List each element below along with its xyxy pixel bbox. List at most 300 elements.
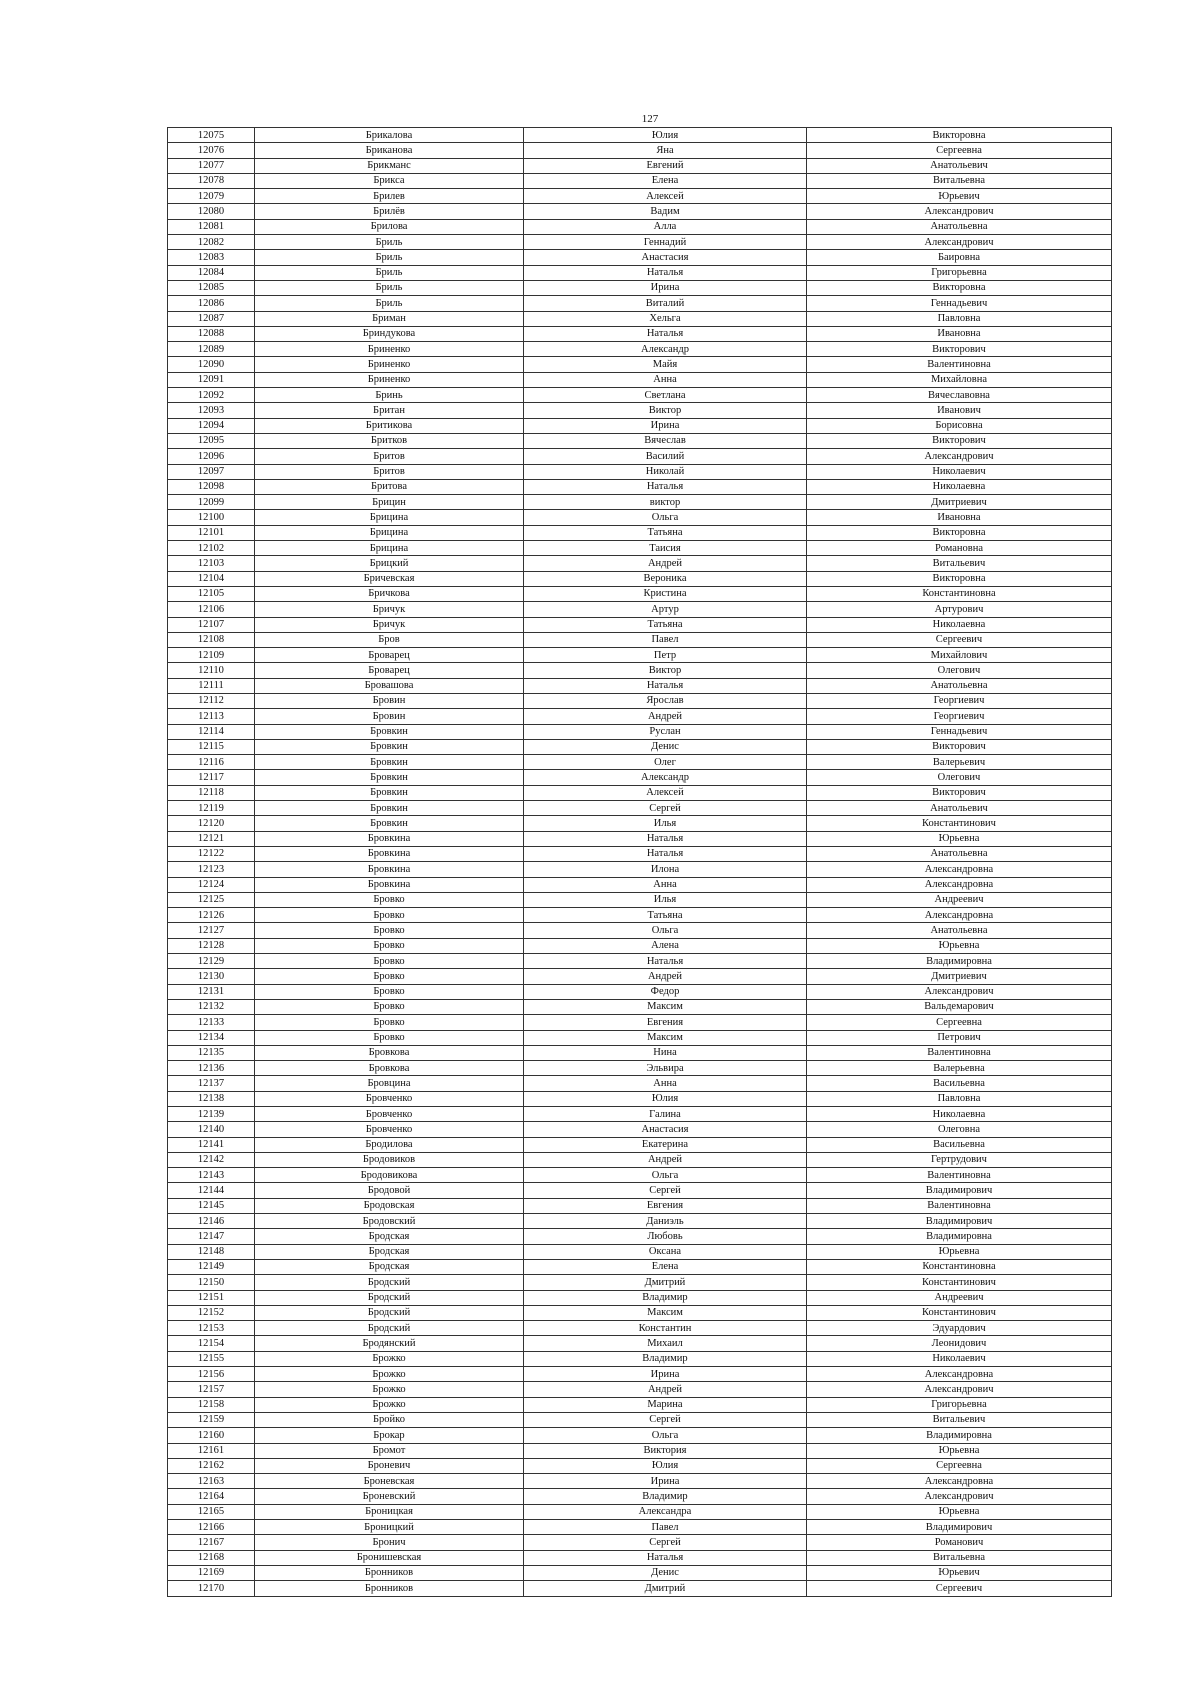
table-row	[168, 1045, 1112, 1060]
table-row	[168, 1107, 1112, 1122]
last-name-cell: Британ	[255, 403, 524, 418]
last-name-cell: Бродская	[255, 1229, 524, 1244]
first-name-cell: Наталья	[524, 265, 807, 280]
patronymic-cell: Вячеславовна	[807, 388, 1112, 403]
patronymic-cell: Сергеевич	[807, 1581, 1112, 1596]
patronymic-cell: Александровна	[807, 1474, 1112, 1489]
patronymic-cell: Григорьевна	[807, 265, 1112, 280]
table-row	[168, 1091, 1112, 1106]
table-row	[168, 1535, 1112, 1550]
table-row	[168, 449, 1112, 464]
last-name-cell: Бровко	[255, 969, 524, 984]
patronymic-cell: Владимирович	[807, 1183, 1112, 1198]
table-row	[168, 433, 1112, 448]
record-number-cell: 12096	[168, 449, 255, 464]
last-name-cell: Броварец	[255, 663, 524, 678]
patronymic-cell: Николаевна	[807, 479, 1112, 494]
last-name-cell: Бродский	[255, 1290, 524, 1305]
table-row	[168, 357, 1112, 372]
patronymic-cell: Александровна	[807, 862, 1112, 877]
first-name-cell: Кристина	[524, 586, 807, 601]
record-number-cell: 12119	[168, 801, 255, 816]
patronymic-cell: Викторовна	[807, 128, 1112, 143]
first-name-cell: Максим	[524, 999, 807, 1014]
first-name-cell: Ольга	[524, 1168, 807, 1183]
last-name-cell: Бровко	[255, 892, 524, 907]
last-name-cell: Брицина	[255, 525, 524, 540]
record-number-cell: 12121	[168, 831, 255, 846]
last-name-cell: Бровкин	[255, 755, 524, 770]
table-row	[168, 1321, 1112, 1336]
patronymic-cell: Гертрудович	[807, 1152, 1112, 1167]
first-name-cell: Дмитрий	[524, 1275, 807, 1290]
patronymic-cell: Александрович	[807, 204, 1112, 219]
patronymic-cell: Александрович	[807, 1382, 1112, 1397]
first-name-cell: Андрей	[524, 1152, 807, 1167]
patronymic-cell: Павловна	[807, 1091, 1112, 1106]
record-number-cell: 12083	[168, 250, 255, 265]
record-number-cell: 12155	[168, 1351, 255, 1366]
first-name-cell: Елена	[524, 1259, 807, 1274]
first-name-cell: Наталья	[524, 678, 807, 693]
record-number-cell: 12084	[168, 265, 255, 280]
first-name-cell: Ирина	[524, 1474, 807, 1489]
first-name-cell: Владимир	[524, 1489, 807, 1504]
record-number-cell: 12091	[168, 372, 255, 387]
table-row	[168, 1030, 1112, 1045]
record-number-cell: 12168	[168, 1550, 255, 1565]
first-name-cell: Наталья	[524, 1550, 807, 1565]
table-row	[168, 1382, 1112, 1397]
first-name-cell: Павел	[524, 632, 807, 647]
record-number-cell: 12144	[168, 1183, 255, 1198]
patronymic-cell: Валерьевич	[807, 755, 1112, 770]
patronymic-cell: Юрьевна	[807, 831, 1112, 846]
record-number-cell: 12145	[168, 1198, 255, 1213]
patronymic-cell: Ивановна	[807, 326, 1112, 341]
first-name-cell: Екатерина	[524, 1137, 807, 1152]
record-number-cell: 12089	[168, 342, 255, 357]
patronymic-cell: Валерьевна	[807, 1061, 1112, 1076]
record-number-cell: 12147	[168, 1229, 255, 1244]
table-row	[168, 219, 1112, 234]
last-name-cell: Бричевская	[255, 571, 524, 586]
table-row	[168, 1061, 1112, 1076]
first-name-cell: Татьяна	[524, 525, 807, 540]
first-name-cell: Ирина	[524, 418, 807, 433]
record-number-cell: 12086	[168, 296, 255, 311]
first-name-cell: Петр	[524, 648, 807, 663]
first-name-cell: Илья	[524, 816, 807, 831]
last-name-cell: Бровко	[255, 923, 524, 938]
record-number-cell: 12110	[168, 663, 255, 678]
patronymic-cell: Витальевна	[807, 1550, 1112, 1565]
record-number-cell: 12080	[168, 204, 255, 219]
first-name-cell: Анна	[524, 1076, 807, 1091]
table-row	[168, 525, 1112, 540]
record-number-cell: 12126	[168, 908, 255, 923]
last-name-cell: Бриман	[255, 311, 524, 326]
last-name-cell: Броневич	[255, 1458, 524, 1473]
first-name-cell: Денис	[524, 1565, 807, 1580]
first-name-cell: Дмитрий	[524, 1581, 807, 1596]
patronymic-cell: Александровна	[807, 1367, 1112, 1382]
record-number-cell: 12125	[168, 892, 255, 907]
patronymic-cell: Дмитриевич	[807, 969, 1112, 984]
record-number-cell: 12130	[168, 969, 255, 984]
record-number-cell: 12113	[168, 709, 255, 724]
last-name-cell: Бродский	[255, 1305, 524, 1320]
table-row	[168, 1474, 1112, 1489]
patronymic-cell: Андреевич	[807, 1290, 1112, 1305]
first-name-cell: Наталья	[524, 831, 807, 846]
first-name-cell: Анна	[524, 372, 807, 387]
first-name-cell: Владимир	[524, 1290, 807, 1305]
first-name-cell: Руслан	[524, 724, 807, 739]
record-number-cell: 12156	[168, 1367, 255, 1382]
first-name-cell: Виталий	[524, 296, 807, 311]
last-name-cell: Бройко	[255, 1412, 524, 1427]
patronymic-cell: Николаевна	[807, 1107, 1112, 1122]
patronymic-cell: Геннадьевич	[807, 724, 1112, 739]
patronymic-cell: Валентиновна	[807, 357, 1112, 372]
patronymic-cell: Петрович	[807, 1030, 1112, 1045]
last-name-cell: Бровко	[255, 984, 524, 999]
record-number-cell: 12160	[168, 1428, 255, 1443]
table-row	[168, 1244, 1112, 1259]
last-name-cell: Бровцина	[255, 1076, 524, 1091]
first-name-cell: Артур	[524, 602, 807, 617]
first-name-cell: Юлия	[524, 1091, 807, 1106]
first-name-cell: Виктория	[524, 1443, 807, 1458]
last-name-cell: Бродская	[255, 1259, 524, 1274]
last-name-cell: Бровченко	[255, 1122, 524, 1137]
last-name-cell: Бриль	[255, 250, 524, 265]
first-name-cell: Анастасия	[524, 250, 807, 265]
record-number-cell: 12094	[168, 418, 255, 433]
last-name-cell: Брокар	[255, 1428, 524, 1443]
last-name-cell: Брожко	[255, 1351, 524, 1366]
first-name-cell: Геннадий	[524, 235, 807, 250]
first-name-cell: Ирина	[524, 280, 807, 295]
first-name-cell: Василий	[524, 449, 807, 464]
last-name-cell: Бровченко	[255, 1091, 524, 1106]
record-number-cell: 12146	[168, 1214, 255, 1229]
record-number-cell: 12100	[168, 510, 255, 525]
patronymic-cell: Витальевич	[807, 1412, 1112, 1427]
table-row	[168, 1581, 1112, 1596]
last-name-cell: Бровин	[255, 693, 524, 708]
record-number-cell: 12112	[168, 693, 255, 708]
table-row	[168, 1443, 1112, 1458]
last-name-cell: Бровкова	[255, 1061, 524, 1076]
record-number-cell: 12163	[168, 1474, 255, 1489]
last-name-cell: Бродилова	[255, 1137, 524, 1152]
last-name-cell: Бровченко	[255, 1107, 524, 1122]
first-name-cell: Константин	[524, 1321, 807, 1336]
patronymic-cell: Романович	[807, 1535, 1112, 1550]
last-name-cell: Бриль	[255, 296, 524, 311]
table-row	[168, 1137, 1112, 1152]
patronymic-cell: Владимировна	[807, 954, 1112, 969]
last-name-cell: Бромот	[255, 1443, 524, 1458]
first-name-cell: Сергей	[524, 1535, 807, 1550]
last-name-cell: Бронников	[255, 1565, 524, 1580]
table-row	[168, 678, 1112, 693]
first-name-cell: Алексей	[524, 785, 807, 800]
record-number-cell: 12118	[168, 785, 255, 800]
record-number-cell: 12124	[168, 877, 255, 892]
record-number-cell: 12114	[168, 724, 255, 739]
first-name-cell: Сергей	[524, 801, 807, 816]
table-row	[168, 342, 1112, 357]
patronymic-cell: Михайлович	[807, 648, 1112, 663]
last-name-cell: Брицина	[255, 510, 524, 525]
table-row	[168, 235, 1112, 250]
first-name-cell: Вадим	[524, 204, 807, 219]
table-row	[168, 1168, 1112, 1183]
last-name-cell: Бровкина	[255, 846, 524, 861]
table-row	[168, 648, 1112, 663]
last-name-cell: Бродовиков	[255, 1152, 524, 1167]
patronymic-cell: Викторовна	[807, 280, 1112, 295]
last-name-cell: Бровко	[255, 954, 524, 969]
record-number-cell: 12123	[168, 862, 255, 877]
last-name-cell: Бриндукова	[255, 326, 524, 341]
table-row	[168, 495, 1112, 510]
last-name-cell: Броварец	[255, 648, 524, 663]
last-name-cell: Бровко	[255, 938, 524, 953]
record-number-cell: 12162	[168, 1458, 255, 1473]
record-number-cell: 12141	[168, 1137, 255, 1152]
record-number-cell: 12103	[168, 556, 255, 571]
table-row	[168, 954, 1112, 969]
patronymic-cell: Константинович	[807, 1275, 1112, 1290]
record-number-cell: 12143	[168, 1168, 255, 1183]
table-row	[168, 1305, 1112, 1320]
last-name-cell: Бровко	[255, 1030, 524, 1045]
last-name-cell: Бриль	[255, 280, 524, 295]
table-row	[168, 311, 1112, 326]
table-row	[168, 510, 1112, 525]
last-name-cell: Бродянский	[255, 1336, 524, 1351]
last-name-cell: Бриль	[255, 235, 524, 250]
table-row	[168, 173, 1112, 188]
patronymic-cell: Ивановна	[807, 510, 1112, 525]
record-number-cell: 12161	[168, 1443, 255, 1458]
first-name-cell: Хельга	[524, 311, 807, 326]
last-name-cell: Бронич	[255, 1535, 524, 1550]
record-number-cell: 12116	[168, 755, 255, 770]
first-name-cell: Андрей	[524, 556, 807, 571]
patronymic-cell: Владимировна	[807, 1229, 1112, 1244]
record-number-cell: 12102	[168, 541, 255, 556]
record-number-cell: 12149	[168, 1259, 255, 1274]
patronymic-cell: Анатольевич	[807, 158, 1112, 173]
first-name-cell: Анна	[524, 877, 807, 892]
table-row	[168, 1198, 1112, 1213]
record-number-cell: 12164	[168, 1489, 255, 1504]
patronymic-cell: Борисовна	[807, 418, 1112, 433]
patronymic-cell: Сергеевна	[807, 1458, 1112, 1473]
first-name-cell: Александр	[524, 770, 807, 785]
record-number-cell: 12157	[168, 1382, 255, 1397]
last-name-cell: Бровкина	[255, 862, 524, 877]
patronymic-cell: Анатольевна	[807, 678, 1112, 693]
table-row	[168, 1122, 1112, 1137]
first-name-cell: Федор	[524, 984, 807, 999]
last-name-cell: Бричук	[255, 602, 524, 617]
patronymic-cell: Юрьевна	[807, 1443, 1112, 1458]
record-number-cell: 12090	[168, 357, 255, 372]
patronymic-cell: Баировна	[807, 250, 1112, 265]
last-name-cell: Бродский	[255, 1275, 524, 1290]
record-number-cell: 12111	[168, 678, 255, 693]
table-row	[168, 280, 1112, 295]
first-name-cell: Михаил	[524, 1336, 807, 1351]
record-number-cell: 12081	[168, 219, 255, 234]
first-name-cell: Алла	[524, 219, 807, 234]
record-number-cell: 12150	[168, 1275, 255, 1290]
first-name-cell: Юлия	[524, 1458, 807, 1473]
last-name-cell: Бритов	[255, 449, 524, 464]
table-row	[168, 1152, 1112, 1167]
patronymic-cell: Эдуардович	[807, 1321, 1112, 1336]
last-name-cell: Бриканова	[255, 143, 524, 158]
first-name-cell: Александр	[524, 342, 807, 357]
table-row	[168, 877, 1112, 892]
table-row	[168, 158, 1112, 173]
record-number-cell: 12087	[168, 311, 255, 326]
last-name-cell: Бродовский	[255, 1214, 524, 1229]
patronymic-cell: Викторович	[807, 785, 1112, 800]
patronymic-cell: Александрович	[807, 984, 1112, 999]
patronymic-cell: Иванович	[807, 403, 1112, 418]
patronymic-cell: Николаевич	[807, 1351, 1112, 1366]
first-name-cell: Татьяна	[524, 617, 807, 632]
last-name-cell: Бродовой	[255, 1183, 524, 1198]
table-row	[168, 785, 1112, 800]
table-row	[168, 128, 1112, 143]
record-number-cell: 12097	[168, 464, 255, 479]
first-name-cell: Ольга	[524, 510, 807, 525]
table-row	[168, 663, 1112, 678]
patronymic-cell: Владимировна	[807, 1428, 1112, 1443]
patronymic-cell: Юрьевна	[807, 1244, 1112, 1259]
patronymic-cell: Витальевна	[807, 173, 1112, 188]
record-number-cell: 12131	[168, 984, 255, 999]
record-number-cell: 12140	[168, 1122, 255, 1137]
patronymic-cell: Юрьевич	[807, 1565, 1112, 1580]
last-name-cell: Бровкин	[255, 816, 524, 831]
record-number-cell: 12082	[168, 235, 255, 250]
table-row	[168, 250, 1112, 265]
record-number-cell: 12077	[168, 158, 255, 173]
last-name-cell: Бровко	[255, 908, 524, 923]
table-row	[168, 846, 1112, 861]
table-row	[168, 1183, 1112, 1198]
first-name-cell: Оксана	[524, 1244, 807, 1259]
record-number-cell: 12151	[168, 1290, 255, 1305]
last-name-cell: Брожко	[255, 1397, 524, 1412]
table-row	[168, 1259, 1112, 1274]
patronymic-cell: Юрьевич	[807, 189, 1112, 204]
patronymic-cell: Олегович	[807, 770, 1112, 785]
patronymic-cell: Артурович	[807, 602, 1112, 617]
record-number-cell: 12159	[168, 1412, 255, 1427]
first-name-cell: Татьяна	[524, 908, 807, 923]
record-number-cell: 12105	[168, 586, 255, 601]
record-number-cell: 12127	[168, 923, 255, 938]
last-name-cell: Бровашова	[255, 678, 524, 693]
last-name-cell: Бровкин	[255, 770, 524, 785]
record-number-cell: 12109	[168, 648, 255, 663]
first-name-cell: Наталья	[524, 326, 807, 341]
table-row	[168, 479, 1112, 494]
first-name-cell: Ярослав	[524, 693, 807, 708]
table-row	[168, 1550, 1112, 1565]
patronymic-cell: Юрьевна	[807, 938, 1112, 953]
patronymic-cell: Сергеевна	[807, 143, 1112, 158]
table-row	[168, 204, 1112, 219]
table-row	[168, 1290, 1112, 1305]
patronymic-cell: Анатольевна	[807, 846, 1112, 861]
record-number-cell: 12108	[168, 632, 255, 647]
record-number-cell: 12134	[168, 1030, 255, 1045]
first-name-cell: Александра	[524, 1504, 807, 1519]
table-row	[168, 892, 1112, 907]
first-name-cell: Алексей	[524, 189, 807, 204]
record-number-cell: 12085	[168, 280, 255, 295]
last-name-cell: Брилова	[255, 219, 524, 234]
patronymic-cell: Анатольевна	[807, 923, 1112, 938]
table-row	[168, 1015, 1112, 1030]
first-name-cell: Наталья	[524, 479, 807, 494]
first-name-cell: Денис	[524, 739, 807, 754]
first-name-cell: Евгения	[524, 1198, 807, 1213]
table-row	[168, 617, 1112, 632]
first-name-cell: Евгений	[524, 158, 807, 173]
record-number-cell: 12076	[168, 143, 255, 158]
table-row	[168, 999, 1112, 1014]
patronymic-cell: Александровна	[807, 877, 1112, 892]
last-name-cell: Бритков	[255, 433, 524, 448]
table-row	[168, 1458, 1112, 1473]
page-number: 127	[641, 113, 659, 125]
last-name-cell: Бровкин	[255, 739, 524, 754]
patronymic-cell: Михайловна	[807, 372, 1112, 387]
record-number-cell: 12148	[168, 1244, 255, 1259]
table-row	[168, 801, 1112, 816]
last-name-cell: Бриненко	[255, 372, 524, 387]
table-row	[168, 831, 1112, 846]
first-name-cell: Елена	[524, 173, 807, 188]
last-name-cell: Бродский	[255, 1321, 524, 1336]
table-row	[168, 1520, 1112, 1535]
patronymic-cell: Андреевич	[807, 892, 1112, 907]
record-number-cell: 12132	[168, 999, 255, 1014]
first-name-cell: Марина	[524, 1397, 807, 1412]
table-row	[168, 1428, 1112, 1443]
table-row	[168, 464, 1112, 479]
first-name-cell: Сергей	[524, 1183, 807, 1198]
record-number-cell: 12153	[168, 1321, 255, 1336]
first-name-cell: Виктор	[524, 663, 807, 678]
last-name-cell: Броницкая	[255, 1504, 524, 1519]
roster-body	[168, 128, 1112, 1597]
record-number-cell: 12093	[168, 403, 255, 418]
last-name-cell: Бриненко	[255, 342, 524, 357]
